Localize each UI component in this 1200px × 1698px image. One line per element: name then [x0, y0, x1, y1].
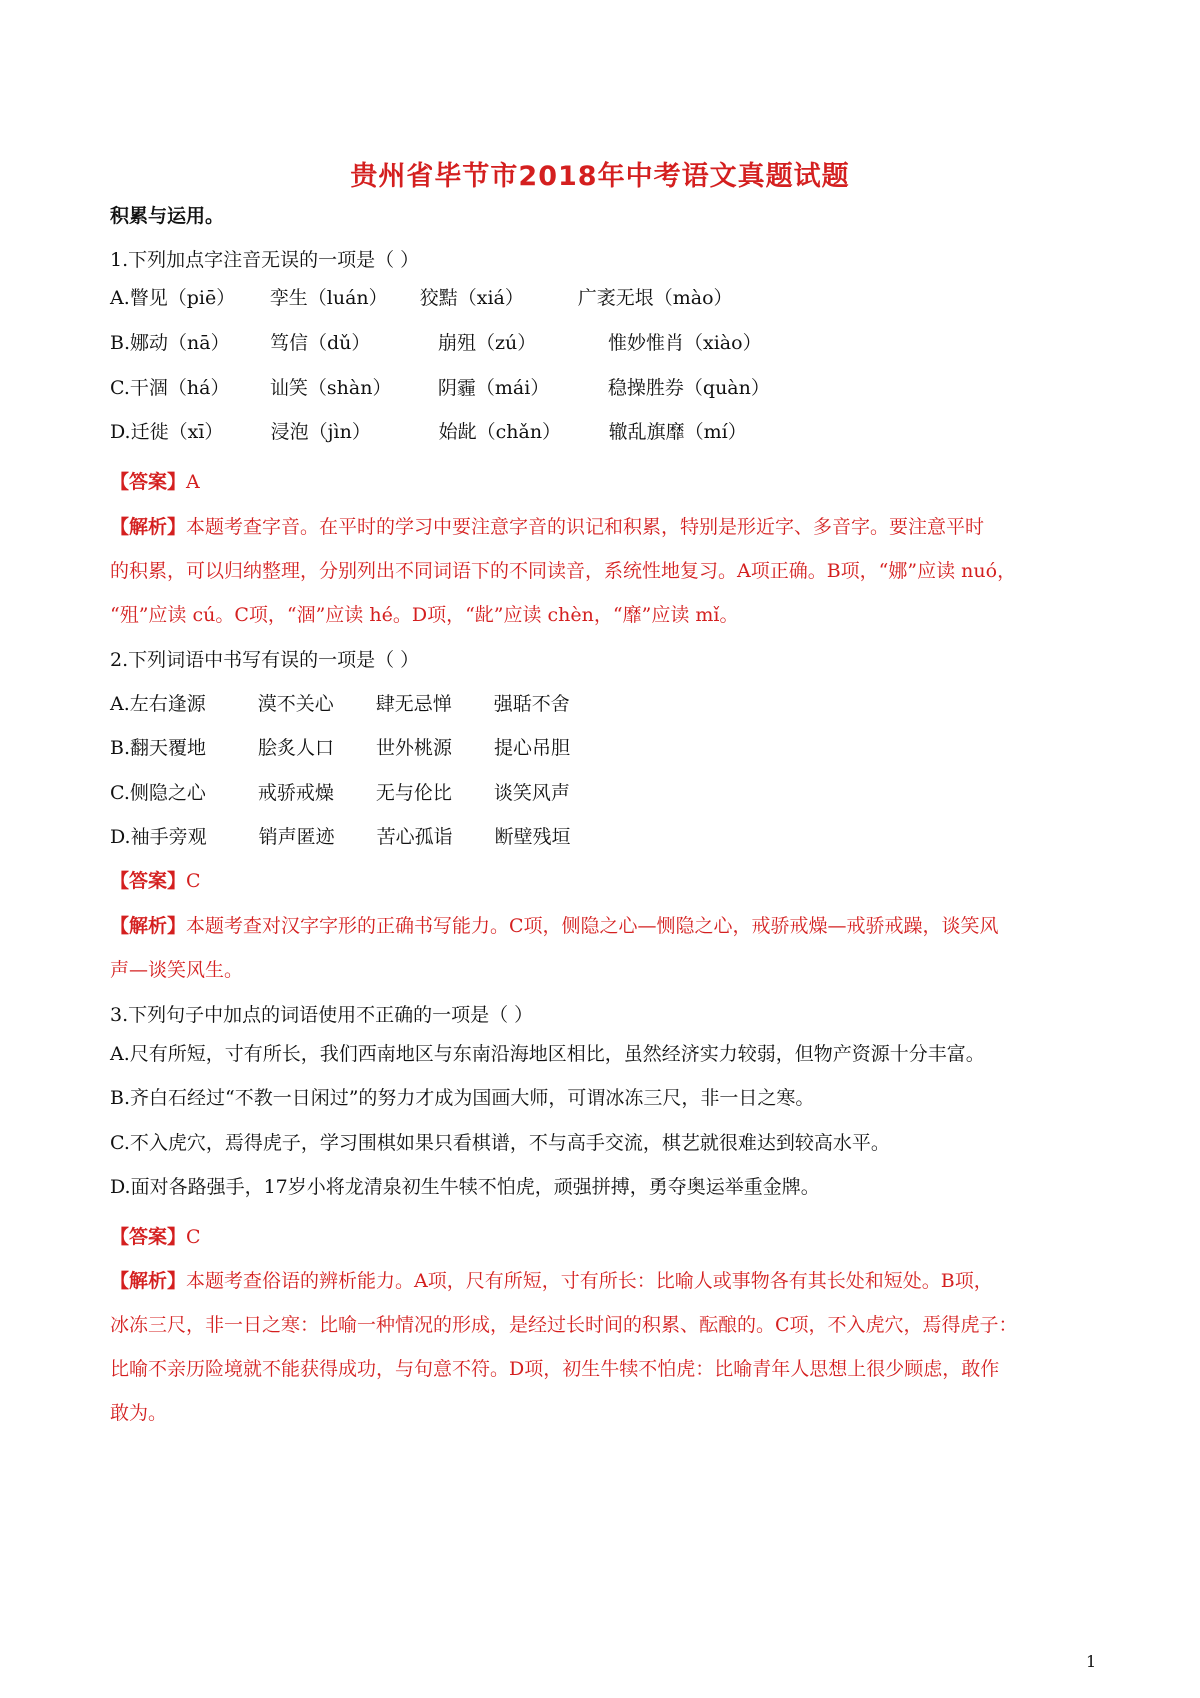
option-item: 销声匿迹	[258, 826, 335, 848]
option-label: B.	[110, 332, 131, 354]
option-item: 辙乱旗靡（mí）	[608, 421, 747, 443]
q3-option-c: C.不入虎穴，焉得虎子，学习围棋如果只看棋谱，不与高手交流，棋艺就很难达到较高水平。	[110, 1132, 890, 1154]
option-item: 无与伦比	[375, 782, 452, 804]
option-item: 孪生（luán）	[269, 287, 388, 309]
option-item: 狡黠（xiá）	[419, 287, 524, 309]
option-item: 惟妙惟肖（xiào）	[608, 332, 762, 354]
option-item: 瞥见（piē）	[129, 287, 236, 309]
option-item: 断壁残垣	[494, 826, 571, 848]
answer-label: 【答案】	[110, 471, 187, 493]
q3-stem: 3.下列句子中加点的词语使用不正确的一项是（ ）	[110, 1004, 534, 1026]
q1-option-b	[110, 331, 762, 355]
q2-option-d	[110, 825, 571, 849]
option-label: B.	[110, 737, 131, 759]
option-item: 世外桃源	[376, 737, 453, 759]
option-item: 讪笑（shàn）	[269, 377, 392, 399]
q3-analysis-line	[110, 1269, 993, 1293]
option-item: 脍炙人口	[258, 737, 335, 759]
q3-analysis-line: 敢为。	[110, 1402, 168, 1424]
option-item: 稳操胜券（quàn）	[607, 377, 770, 399]
q3-option-b: B.齐白石经过“不教一日闲过”的努力才成为国画大师，可谓冰冻三尺，非一日之寒。	[110, 1087, 815, 1109]
q3-option-a: A.尺有所短，寸有所长，我们西南地区与东南沿海地区相比，虽然经济实力较弱，但物产资源十分丰富。	[110, 1043, 985, 1065]
q1-stem: 1.下列加点字注音无误的一项是（ ）	[110, 249, 420, 271]
option-item: 广袤无垠（mào）	[577, 287, 733, 309]
q2-analysis-line: 声—谈笑风生。	[110, 959, 244, 981]
analysis-text: 本题考查俗语的辨析能力。A项，尺有所短，寸有所长：比喻人或事物各有其长处和短处。B项，	[186, 1270, 993, 1292]
option-item: 翻天覆地	[130, 737, 207, 759]
option-item: 谈笑风声	[493, 782, 570, 804]
option-item: 迁徙（xī）	[130, 421, 224, 443]
option-item: 袖手旁观	[130, 826, 207, 848]
q2-answer	[110, 869, 201, 893]
q2-analysis-line	[110, 914, 999, 938]
answer-value: A	[186, 471, 200, 493]
analysis-text: 本题考查对汉字字形的正确书写能力。C项，侧隐之心—恻隐之心，戒骄戒燥—戒骄戒躁，谈笑风	[186, 915, 999, 937]
page-title: 贵州省毕节市2018年中考语文真题试题	[350, 161, 850, 192]
q3-option-d: D.面对各路强手，17岁小将龙清泉初生牛犊不怕虎，顽强拼搏，勇夺奥运举重金牌。	[110, 1176, 820, 1198]
option-item: 阴霾（mái）	[437, 377, 550, 399]
option-item: 娜动（nā）	[130, 332, 230, 354]
option-label: D.	[110, 826, 131, 848]
option-label: C.	[110, 782, 130, 804]
answer-label: 【答案】	[110, 1226, 187, 1248]
option-item: 干涸（há）	[129, 377, 230, 399]
analysis-label: 【解析】	[110, 915, 187, 937]
option-item: 左右逢源	[129, 693, 206, 715]
option-item: 漠不关心	[257, 693, 334, 715]
answer-value: C	[186, 1226, 201, 1248]
analysis-text: 本题考查字音。在平时的学习中要注意字音的识记和积累，特别是形近字、多音字。要注意平时	[186, 516, 985, 538]
option-item: 浸泡（jìn）	[270, 421, 371, 443]
option-item: 始龀（chǎn）	[438, 421, 562, 443]
q1-option-a	[110, 286, 733, 310]
option-item: 强聒不舍	[493, 693, 570, 715]
q1-analysis-line: 的积累，可以归纳整理，分别列出不同词语下的不同读音，系统性地复习。A项正确。B项，“娜”应读 nuó，	[110, 560, 1017, 582]
answer-label: 【答案】	[110, 870, 187, 892]
option-item: 戒骄戒燥	[257, 782, 334, 804]
q2-stem: 2.下列词语中书写有误的一项是（ ）	[110, 649, 420, 671]
page-number: 1	[1086, 1652, 1097, 1671]
q1-option-d	[110, 420, 747, 444]
q1-answer	[110, 470, 200, 494]
q2-option-a	[110, 692, 570, 716]
answer-value: C	[186, 870, 201, 892]
option-label: C.	[110, 377, 130, 399]
option-label: A.	[110, 693, 130, 715]
analysis-label: 【解析】	[110, 516, 187, 538]
q1-analysis-line	[110, 515, 984, 539]
option-item: 笃信（dǔ）	[270, 332, 371, 354]
option-item: 侧隐之心	[129, 782, 206, 804]
q2-option-c	[110, 781, 570, 805]
option-item: 肆无忌惮	[375, 693, 452, 715]
q3-analysis-line: 比喻不亲历险境就不能获得成功，与句意不符。D项，初生牛犊不怕虎：比喻青年人思想上很少顾虑，敢作	[110, 1358, 1000, 1380]
option-item: 提心吊胆	[494, 737, 571, 759]
analysis-label: 【解析】	[110, 1270, 187, 1292]
q1-analysis-line: “殂”应读 cú。C项，“涸”应读 hé。D项，“龀”应读 chèn，“靡”应读 mǐ。	[110, 604, 739, 626]
q1-option-c	[110, 376, 770, 400]
option-item: 崩殂（zú）	[438, 332, 537, 354]
q2-option-b	[110, 736, 570, 760]
section-heading: 积累与运用。	[110, 205, 225, 227]
option-item: 苦心孤诣	[376, 826, 453, 848]
q3-answer	[110, 1225, 201, 1249]
q3-analysis-line: 冰冻三尺，非一日之寒：比喻一种情况的形成，是经过长时间的积累、酝酿的。C项，不入虎穴，焉得虎子：	[110, 1314, 1018, 1336]
option-label: A.	[110, 287, 130, 309]
option-label: D.	[110, 421, 131, 443]
